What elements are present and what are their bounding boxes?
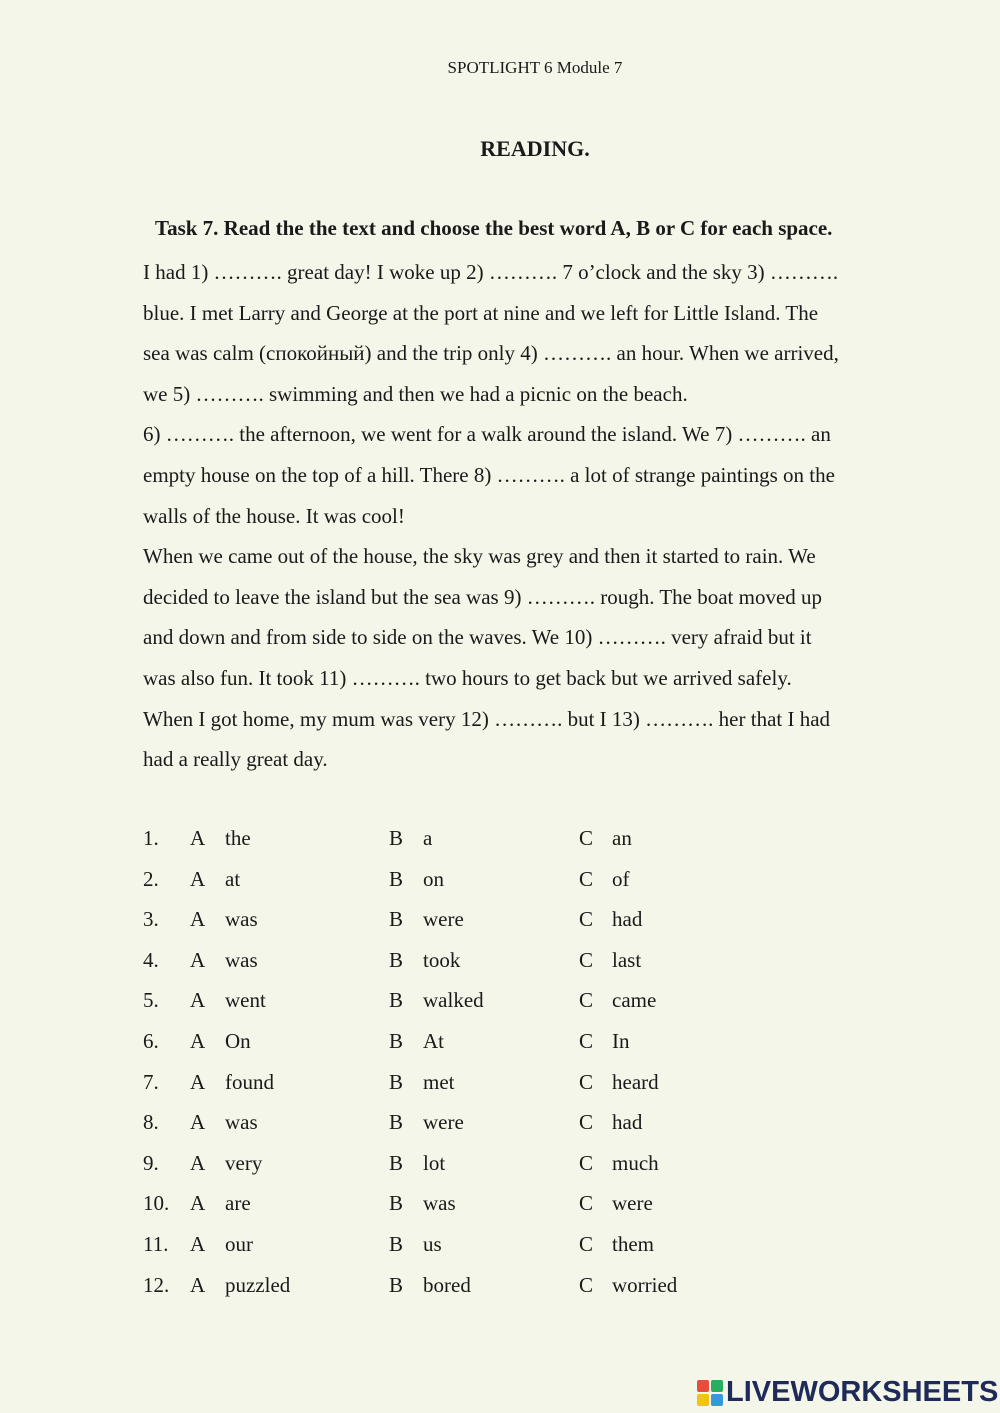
option-letter-c: C [579,1150,594,1175]
option-letter-b: B [389,947,404,972]
answer-options [143,818,843,1305]
logo-grid-icon [697,1380,723,1406]
logo-text: LIVEWORKSHEETS [726,1376,999,1408]
option-letter-a: A [190,907,206,932]
option-letter-c: C [579,1069,594,1094]
option-a: our [225,1231,253,1256]
option-b: us [423,1231,442,1256]
question-number: 10. [143,1191,170,1216]
passage-line: When I got home, my mum was very 12) ………. but I 13) ………. her that I had [143,706,831,731]
option-c: an [612,826,632,850]
question-number: 3. [143,907,159,932]
option-letter-a: A [190,1191,206,1216]
option-a: are [225,1191,251,1216]
option-letter-a: A [190,1028,206,1053]
option-letter-b: B [389,988,404,1013]
option-letter-b: B [389,1110,404,1135]
passage-line: was also fun. It took 11) ………. two hours to get back but we arrived safely. [143,665,792,690]
option-letter-b: B [389,1069,404,1094]
option-c: In [612,1028,630,1053]
option-c: were [612,1191,653,1216]
option-letter-a: A [190,1231,206,1256]
option-row [143,1062,843,1103]
option-letter-c: C [579,866,594,891]
option-letter-a: A [190,947,206,972]
question-number: 11. [143,1231,169,1256]
question-number: 5. [143,988,159,1013]
option-letter-c: C [579,1191,594,1216]
option-letter-b: B [389,1231,404,1256]
question-number: 1. [143,826,159,850]
option-letter-b: B [389,1272,404,1297]
option-row [143,859,843,900]
question-number: 7. [143,1069,159,1094]
passage-line: decided to leave the island but the sea was 9) ………. rough. The boat moved up [143,584,823,609]
option-b: on [423,866,444,891]
option-letter-a: A [190,1272,206,1297]
option-row [143,980,843,1021]
option-b: walked [423,988,484,1013]
option-c: them [612,1231,654,1256]
passage-line: had a really great day. [143,747,328,772]
option-a: puzzled [225,1272,291,1297]
page-header: SPOTLIGHT 6 Module 7 [447,58,623,77]
option-row [143,1021,843,1062]
option-a: was [225,907,258,932]
option-letter-a: A [190,1069,206,1094]
option-b: bored [423,1272,471,1297]
question-number: 6. [143,1028,159,1053]
option-b: met [423,1069,455,1094]
option-letter-c: C [579,907,594,932]
passage-line: sea was calm (спокойный) and the trip only 4) ………. an hour. When we arrived, [143,341,839,366]
option-letter-b: B [389,1150,404,1175]
option-a: at [225,866,241,891]
page-title: READING. [480,136,590,161]
option-a: found [225,1069,274,1094]
option-a: was [225,947,258,972]
question-number: 2. [143,866,159,891]
question-number: 4. [143,947,159,972]
option-b: were [423,1110,464,1135]
passage-line: we 5) ………. swimming and then we had a picnic on the beach. [143,381,688,406]
option-b: lot [423,1150,446,1175]
option-a: was [225,1110,258,1135]
option-letter-a: A [190,1150,206,1175]
option-c: had [612,1110,643,1135]
option-letter-c: C [579,947,594,972]
reading-passage [143,252,933,780]
option-c: had [612,907,643,932]
option-letter-c: C [579,1272,594,1297]
option-letter-a: A [190,826,206,850]
passage-line: 6) ………. the afternoon, we went for a walk around the island. We 7) ………. an [143,422,831,447]
option-a: very [225,1150,263,1175]
task-instruction: Task 7. Read the the text and choose the best word A, B or C for each space. [155,216,833,240]
passage-line: I had 1) ………. great day! I woke up 2) ………. 7 o’clock and the sky 3) ………. [143,260,839,284]
option-letter-a: A [190,988,206,1013]
option-row [143,1183,843,1224]
question-number: 8. [143,1110,159,1135]
passage-line: When we came out of the house, the sky was grey and then it started to rain. We [143,544,816,569]
option-c: of [612,866,630,891]
option-letter-c: C [579,1231,594,1256]
option-letter-a: A [190,866,206,891]
passage-line: walls of the house. It was cool! [143,503,405,528]
option-row [143,1143,843,1184]
option-letter-b: B [389,1028,404,1053]
option-letter-b: B [389,826,404,850]
option-letter-c: C [579,1110,594,1135]
option-row [143,1102,843,1143]
option-c: worried [612,1272,678,1297]
option-row [143,1224,843,1265]
question-number: 12. [143,1272,170,1297]
option-c: heard [612,1069,659,1094]
option-letter-b: B [389,1191,404,1216]
option-b: were [423,907,464,932]
option-b: took [423,947,461,972]
question-number: 9. [143,1150,159,1175]
option-a: On [225,1028,251,1053]
passage-line: and down and from side to side on the waves. We 10) ………. very afraid but it [143,625,812,650]
liveworksheets-logo[interactable] [697,1376,998,1409]
option-b: a [423,826,433,850]
option-row [143,940,843,981]
option-letter-c: C [579,988,594,1013]
option-c: came [612,988,657,1013]
option-c: much [612,1150,659,1175]
option-b: was [423,1191,456,1216]
option-letter-c: C [579,826,594,850]
option-letter-c: C [579,1028,594,1053]
option-letter-b: B [389,907,404,932]
option-a: went [225,988,266,1013]
option-b: At [423,1028,444,1053]
passage-line: blue. I met Larry and George at the port at nine and we left for Little Island. The [143,300,819,325]
option-row [143,1265,843,1306]
option-letter-a: A [190,1110,206,1135]
option-row [143,899,843,940]
option-a: the [225,826,251,850]
option-letter-b: B [389,866,404,891]
option-c: last [612,947,642,972]
passage-line: empty house on the top of a hill. There 8) ………. a lot of strange paintings on the [143,462,835,487]
option-row [143,818,843,859]
